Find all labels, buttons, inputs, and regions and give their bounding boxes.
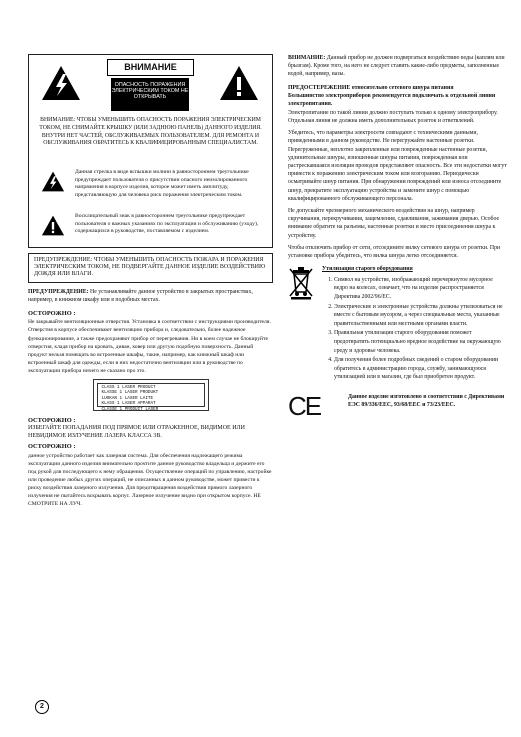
disposal-section bbox=[288, 266, 508, 382]
lightning-text: Данная стрелка в виде вспышки молнии в равностороннем треугольнике предупреждает пользователя о присутствии опасного неизолированного напряжения в корпусе изделия, которое может иметь амплитуду, представляющую для человека риск поражения электрическим током. bbox=[75, 169, 249, 198]
caution3-title: ОСТОРОЖНО : bbox=[28, 443, 76, 451]
install-warning-text: Не устанавливайте данное устройство в закрытых пространствах, например, в книжном шкафу или в подобных местах. bbox=[28, 288, 253, 303]
right-column bbox=[288, 54, 508, 419]
power-cord-p2: Убедитесь, что параметры электросети совпадают с техническими данными, приведенными в данном руководстве. Не перегружайте настенные розетки. Перегруженные, неплотно закрепленные или поврежденные настенные розетки, удлинительные шнуры, изношенные шнуры питания, поврежденная или растрескавшаяся изоляция проводов представляют опасность. Все эти недостатки могут привести к поражению электрическим током или возгоранию. Периодически осматривайте шнур питания. При обнаружении повреждений или износа отсоедините шнур, прекратите эксплуатацию устройства и замените шнур с помощью квалифицированного обслуживающего персонала. bbox=[288, 130, 507, 202]
install-warning-label: ПРЕДУПРЕЖДЕНИЕ: bbox=[28, 288, 89, 295]
exclamation-triangle-small-icon bbox=[41, 215, 65, 236]
laser-line: KLASSE 1 LASER PRODUKT bbox=[101, 390, 159, 396]
caution1-p1: Не закрывайте вентиляционные отверстия. Установка в соответствии с инструкциями производителя. bbox=[28, 319, 271, 326]
disposal-item: 2. Электрические и электронные устройства должны утилизоваться не вместе с бытовым мусором, а через специальные места, указанные правительственными или местными органами власти. bbox=[334, 303, 508, 329]
exclaim-explanation bbox=[35, 213, 266, 241]
crossed-bin-icon bbox=[288, 266, 314, 300]
caution1-p2: Отверстия в корпусе обеспечивают вентиляцию прибора и, следовательно, более надежное функционирование, а также предохраняют прибор от перегревания. Ни в коем случае не блокируйте отверстия, кладя прибор на кровать, диван, ковер или другую подобную поверхность. Данный продукт нельзя помещать во встроенные шкафы, такие, например, как книжный шкаф или встроенный шкаф для одежды, если в них недостаточно вентиляции или в руководстве по эксплуатации прибора ничего не сказано про это. bbox=[28, 327, 268, 374]
disposal-list bbox=[322, 276, 508, 382]
water-warning-label: ВНИМАНИЕ: bbox=[288, 55, 326, 61]
laser-line: CLASSE 1 PRODUIT LASER bbox=[101, 406, 159, 412]
water-warning bbox=[288, 54, 508, 79]
water-warning-text: Данный прибор не должен подвергаться воздействию воды (каплям или брызгам). Кроме того, на него не следует ставить какие-либо предметы, заполненные водой, например, вазы. bbox=[288, 55, 505, 78]
disposal-item: 4. Для получения более подробных сведений о старом оборудовании обратитесь в администрацию города, службу, занимающуюся утилизацией или в магазин, где был приобретен продукт. bbox=[334, 356, 508, 382]
caution1-title: ОСТОРОЖНО : bbox=[28, 310, 76, 317]
disposal-item: 3. Правильная утилизация старого оборудования поможет предотвратить потенциально вредное воздействие на окружающую среду и здоровье человека. bbox=[334, 329, 508, 355]
power-cord-p3: Не допускайте чрезмерного механического воздействия на шнур, например скручивания, перекручивания, защемления, сдавливания, зажимания дверью. Особое внимание обратите на разъемы, настенные розетки и место присоединения шнура к устройству. bbox=[288, 208, 500, 239]
page-number: 2 bbox=[35, 700, 49, 714]
power-cord-title: ПРЕДОСТЕРЕЖЕНИЕ относительно сетевого шнура питания bbox=[288, 84, 454, 91]
caution3-text: данное устройство работает как лазерная система. Для обеспечения надлежащего режима эксплуатации данного изделия внимательно прочтите данное руководство владельца и держите его под рукой для последующего к нему обращения. Осуществление операций по управлению, настройке или проведение любых других операций, не описанных в данном руководстве, может привести к риску воздействия лазерного излучения. Для предотвращения воздействия прямого лазерного излучения не пытайтесь вскрывать корпус. Лазерное излучение видно при открытом корпусе. НЕ СМОТРИТЕ НА ЛУЧ. bbox=[28, 452, 272, 508]
lightning-triangle-icon bbox=[41, 65, 81, 101]
warning-main-text: ВНИМАНИЕ: ЧТОБЫ УМЕНЬШИТЬ ОПАСНОСТЬ ПОРАЖЕНИЯ ЭЛЕКТРИЧЕСКИМ ТОКОМ, НЕ СНИМАЙТЕ КРЫШКУ (ИЛИ ЗАДНЮЮ ПАНЕЛЬ) ДАННОГО ИЗДЕЛИЯ. ВНУТРИ НЕТ ЧАСТЕЙ, ОБСЛУЖИВАЕМЫХ ПОЛЬЗОВАТЕЛЕМ. ДЛЯ РЕМОНТА И ОБСЛУЖИВАНИЯ ОБРАТИТЕСЬ К КВАЛИФИЦИРОВАННЫМ СПЕЦИАЛИСТАМ. bbox=[39, 117, 262, 147]
lightning-explanation bbox=[35, 169, 266, 199]
disposal-item: 1. Символ на устройстве, изображающий перечеркнутое мусорное ведро на колесах, означает, что на изделие распространяется Директива 2002/96/EC. bbox=[334, 276, 508, 302]
fire-warning-box: ПРЕДУПРЕЖДЕНИЕ: ЧТОБЫ УМЕНЬШИТЬ ОПАСНОСТЬ ПОЖАРА И ПОРАЖЕНИЯ ЭЛЕКТРИЧЕСКИМ ТОКОМ, НЕ ПОДВЕРГАЙТЕ ДАННОЕ ИЗДЕЛИЕ ВОЗДЕЙСТВИЮ ДОЖДЯ ИЛИ ВЛАГИ. bbox=[28, 253, 273, 283]
caution2-text: ИЗБЕГАЙТЕ ПОПАДАНИЯ ПОД ПРЯМОЕ ИЛИ ОТРАЖЕННОЕ, ВИДИМОЕ ИЛИ НЕВИДИМОЕ ИЗЛУЧЕНИЕ ЛАЗЕРА КЛАССА 3В. bbox=[28, 425, 245, 439]
ce-text: Данное изделие изготовлено в соответствии с Директивами ЕЭС 89/336/EEC, 93/68/EEC и 73/23/EEC. bbox=[348, 393, 505, 409]
exclamation-triangle-icon bbox=[219, 65, 259, 101]
laser-line: CLASS 1 LASER PRODUCT bbox=[101, 385, 156, 391]
laser-class-label bbox=[93, 379, 209, 411]
power-cord-p4: Чтобы отключить прибор от сети, отсоедините вилку сетевого шнура от розетки. При установке прибора убедитесь, что вилка шнура легко отсоединяется. bbox=[288, 244, 501, 260]
caution2-title: ОСТОРОЖНО : bbox=[28, 417, 76, 425]
ce-section bbox=[288, 390, 508, 421]
left-column bbox=[28, 54, 273, 509]
laser-line: KLASS 1 LASER APPARAT bbox=[101, 401, 156, 407]
ce-mark: CE bbox=[288, 390, 321, 421]
power-cord-bold: Большинство электроприборов рекомендуется подключать к отдельной линии электропитания. bbox=[288, 93, 496, 108]
install-warning bbox=[28, 288, 273, 304]
warning-title: ВНИМАНИЕ bbox=[107, 59, 194, 76]
shock-label: ОПАСНОСТЬ ПОРАЖЕНИЯ ЭЛЕКТРИЧЕСКИМ ТОКОМ НЕ ОТКРЫВАТЬ bbox=[111, 78, 189, 111]
warning-box bbox=[28, 54, 273, 248]
disposal-title: Утилизация старого оборудования bbox=[322, 266, 413, 273]
power-cord-p1: Электропитание по такой линии должно поступать только к одному электроприбору. Отдельная линия не должна иметь дополнительных розеток и ответвлений. bbox=[288, 109, 498, 124]
exclaim-text: Восклицательный знак в равностороннем треугольнике предупреждает пользователя о важных указаниях по эксплуатации и обслуживанию (уходу), содержащихся в руководстве, поставляемом с изделием. bbox=[75, 213, 259, 235]
laser-line: LUOKAN 1 LASER LAITE bbox=[101, 395, 154, 401]
lightning-triangle-small-icon bbox=[41, 171, 65, 192]
